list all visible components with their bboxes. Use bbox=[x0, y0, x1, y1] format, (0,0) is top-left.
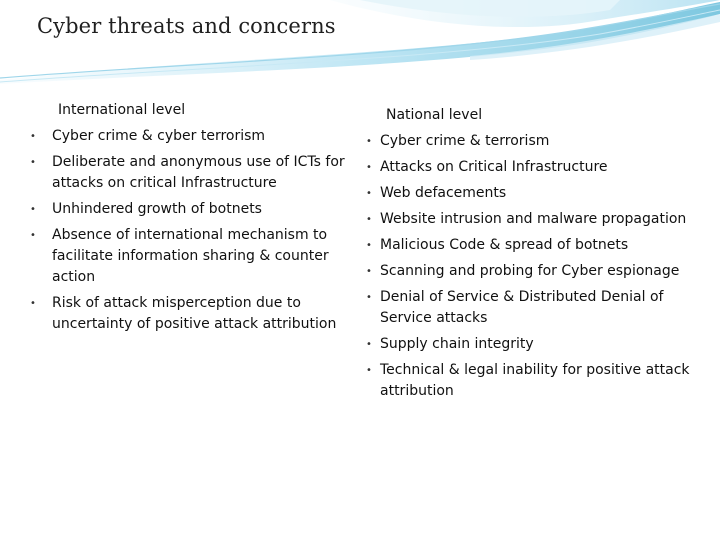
national-heading: National level bbox=[386, 107, 483, 123]
list-item: • Cyber crime & cyber terrorism bbox=[30, 126, 348, 147]
list-item: • Absence of international mechanism to facilitate information sharing & counter action bbox=[30, 227, 329, 285]
bullet-icon: • bbox=[30, 230, 36, 241]
list-item: • Attacks on Critical Infrastructure bbox=[366, 157, 714, 178]
bullet-icon: • bbox=[366, 136, 372, 147]
list-item: • Supply chain integrity bbox=[366, 334, 714, 355]
bullet-icon: • bbox=[366, 162, 372, 173]
bullet-icon: • bbox=[30, 298, 36, 309]
list-item: • Malicious Code & spread of botnets bbox=[366, 235, 714, 256]
list-item: • Risk of attack misperception due to uncertainty of positive attack attribution bbox=[30, 295, 337, 332]
international-heading: International level bbox=[58, 102, 186, 118]
list-item: • Scanning and probing for Cyber espionage bbox=[366, 261, 714, 282]
list-item: • Website intrusion and malware propagation bbox=[366, 209, 714, 230]
bullet-icon: • bbox=[366, 365, 372, 376]
bullet-icon: • bbox=[30, 131, 36, 142]
list-item: • Technical & legal inability for positive attack attribution bbox=[366, 362, 690, 399]
bullet-icon: • bbox=[30, 157, 36, 168]
bullet-icon: • bbox=[366, 188, 372, 199]
list-item: • Cyber crime & terrorism bbox=[366, 131, 714, 152]
bullet-icon: • bbox=[366, 339, 372, 350]
international-list bbox=[30, 126, 348, 335]
list-item: • Unhindered growth of botnets bbox=[30, 199, 348, 220]
national-column bbox=[366, 105, 714, 407]
bullet-icon: • bbox=[366, 292, 372, 303]
bullet-icon: • bbox=[366, 266, 372, 277]
bullet-icon: • bbox=[366, 240, 372, 251]
national-list bbox=[366, 131, 714, 402]
slide-title: Cyber threats and concerns bbox=[37, 14, 336, 38]
list-item: • Denial of Service & Distributed Denial of Service attacks bbox=[366, 289, 664, 326]
bullet-icon: • bbox=[366, 214, 372, 225]
international-column bbox=[30, 100, 348, 340]
bullet-icon: • bbox=[30, 204, 36, 215]
list-item: • Deliberate and anonymous use of ICTs for attacks on critical Infrastructure bbox=[30, 154, 345, 191]
list-item: • Web defacements bbox=[366, 183, 714, 204]
